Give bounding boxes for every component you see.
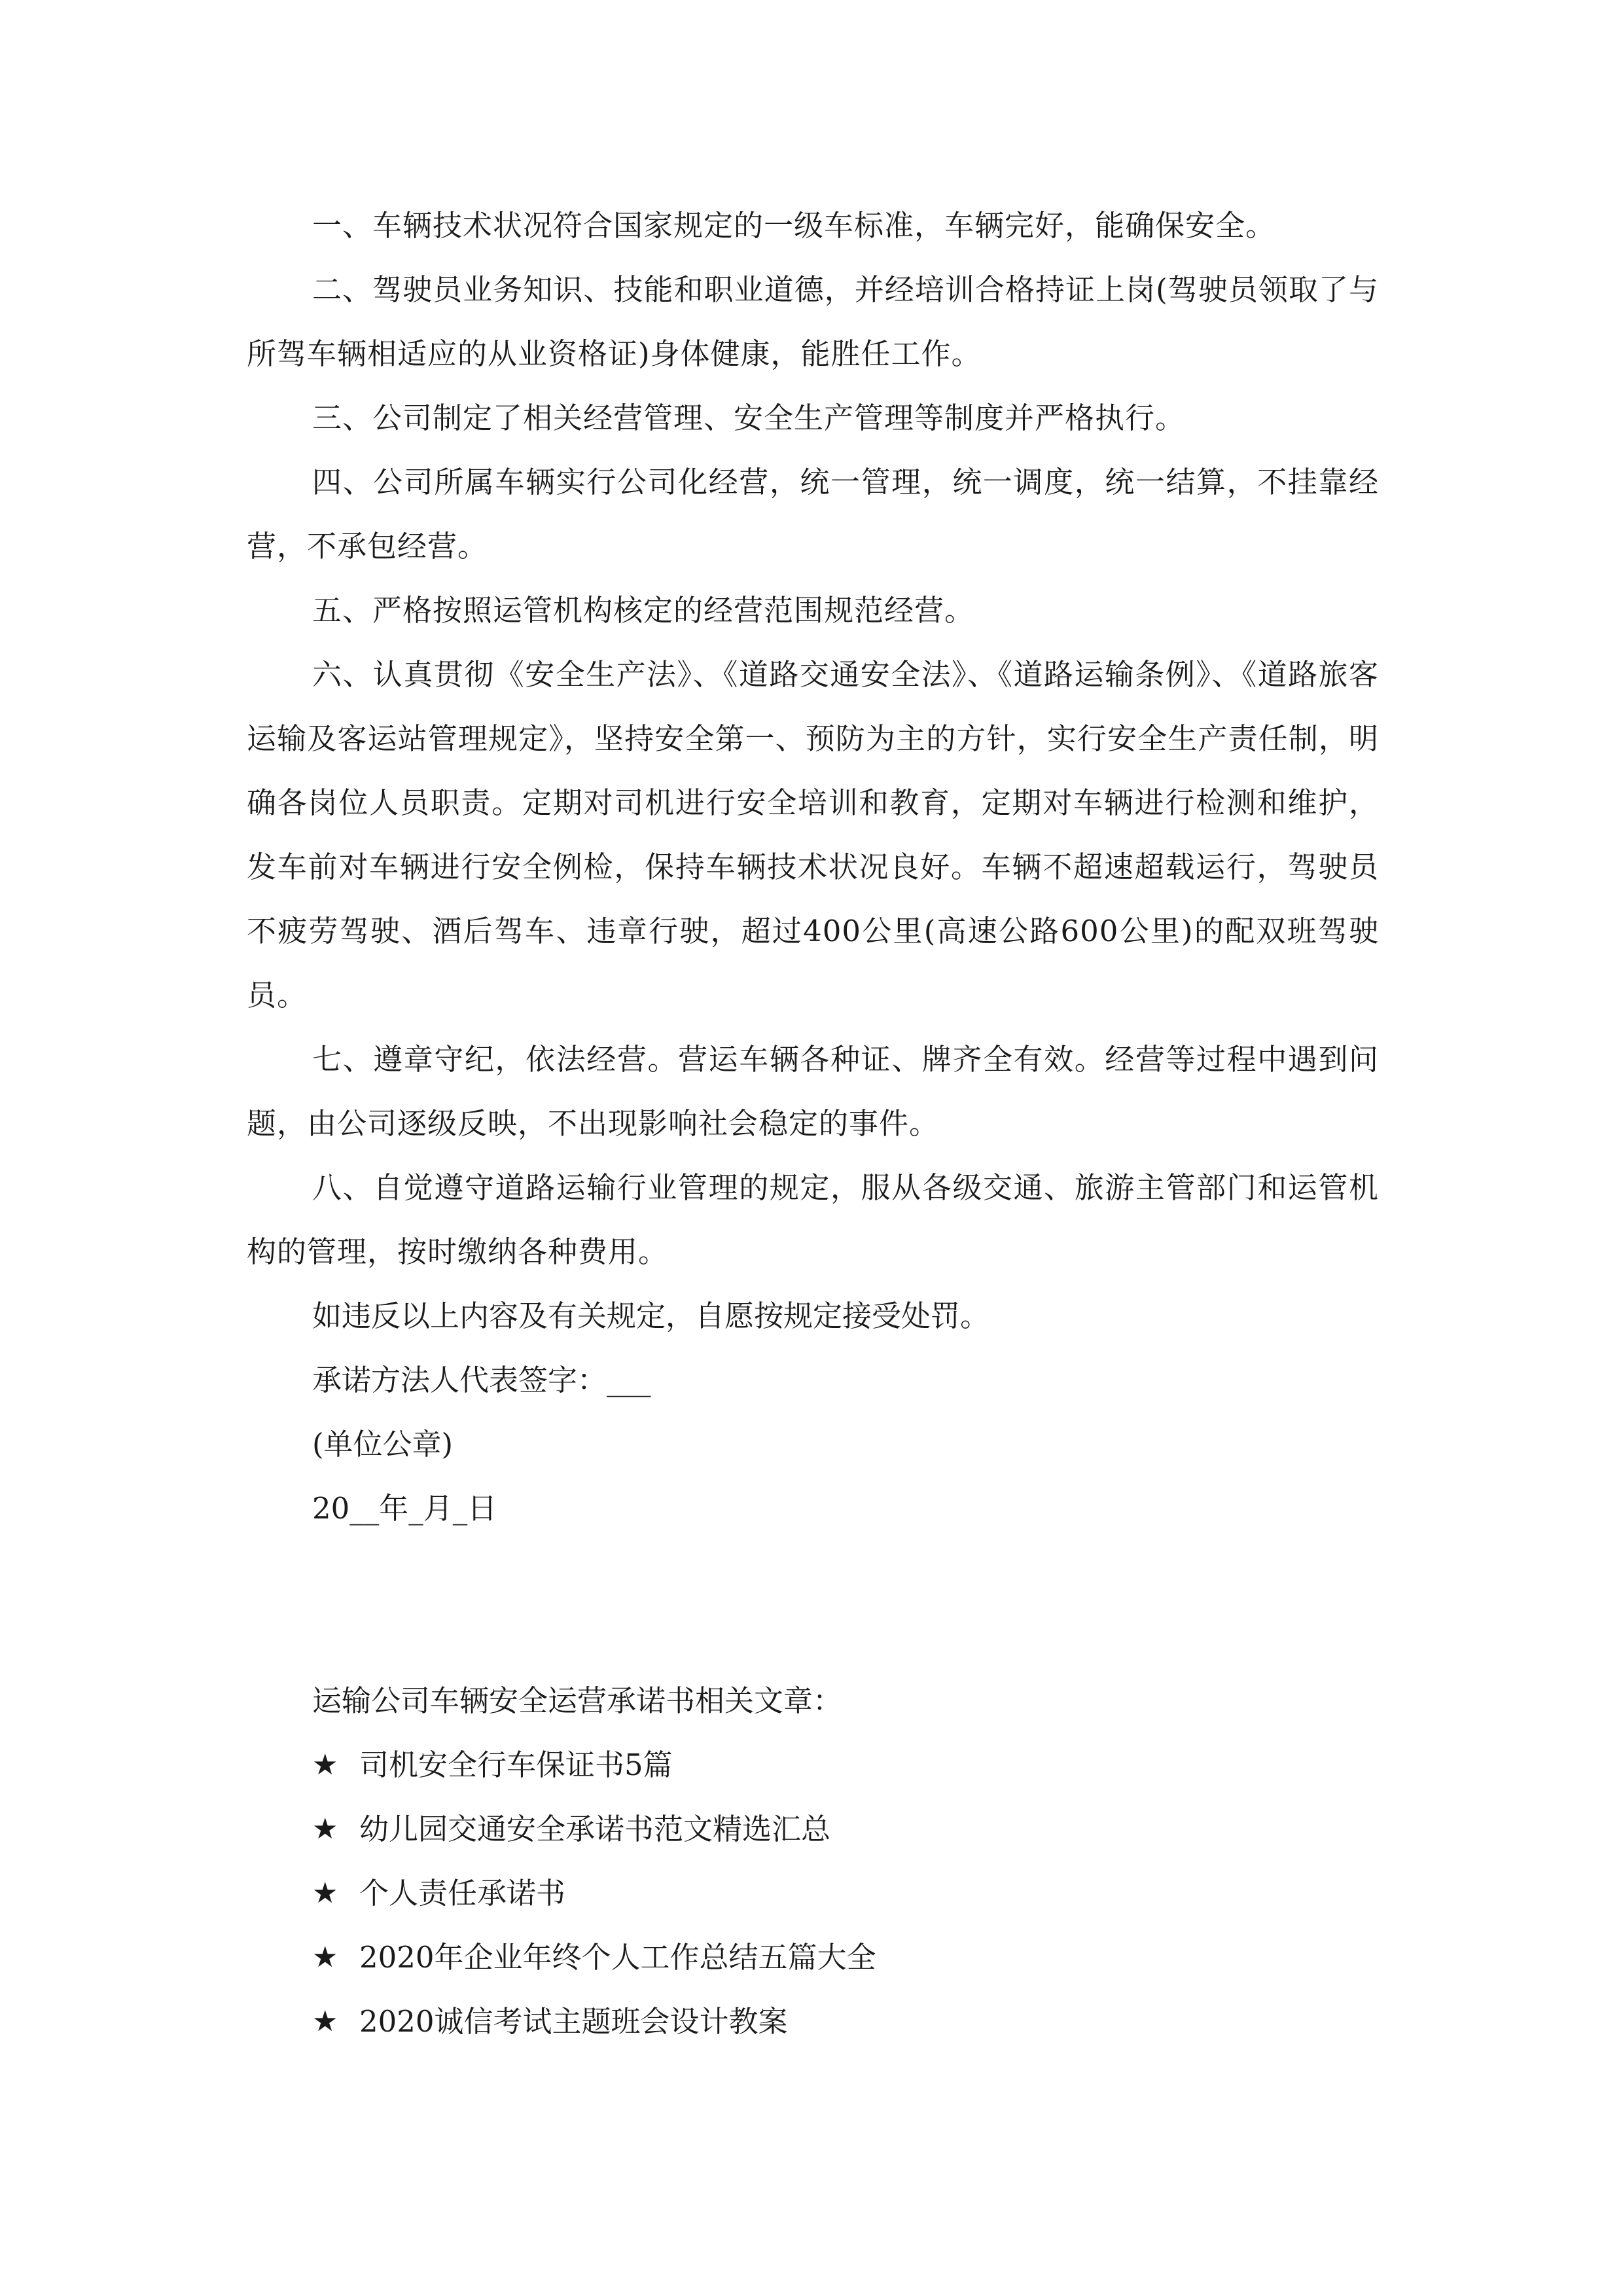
clause-7: 七、遵章守纪，依法经营。营运车辆各种证、牌齐全有效。经营等过程中遇到问题，由公司逐级反映，不出现影响社会稳定的事件。 [247, 1042, 1379, 1141]
date-line: 20__年_月_日 [312, 1491, 497, 1526]
related-article-title: 幼儿园交通安全承诺书范文精选汇总 [359, 1812, 831, 1846]
clause-4: 四、公司所属车辆实行公司化经营，统一管理，统一调度，统一结算，不挂靠经营，不承包经营。 [247, 465, 1379, 564]
section-gap [247, 1541, 1379, 1669]
penalty-statement: 如违反以上内容及有关规定，自愿按规定接受处罚。 [312, 1299, 990, 1333]
clause-2: 二、驾驶员业务知识、技能和职业道德，并经培训合格持证上岗(驾驶员领取了与所驾车辆相适应的从业资格证)身体健康，能胜任工作。 [247, 272, 1379, 371]
star-icon: ★ [312, 2005, 338, 2038]
document-body [247, 194, 1379, 2054]
clause-6: 六、认真贯彻《安全生产法》、《道路交通安全法》、《道路运输条例》、《道路旅客运输及客运站管理规定》，坚持安全第一、预防为主的方针，实行安全生产责任制，明确各岗位人员职责。定期对司机进行安全培训和教育，定期对车辆进行检测和维护，发车前对车辆进行安全例检，保持车辆技术状况良好。车辆不超速超载运行，驾驶员不疲劳驾驶、酒后驾车、违章行驶，超过400公里(高速公路600公里)的配双班驾驶员。 [247, 657, 1379, 1013]
clause-3: 三、公司制定了相关经营管理、安全生产管理等制度并严格执行。 [312, 401, 1186, 435]
clause-5: 五、严格按照运管机构核定的经营范围规范经营。 [312, 593, 975, 628]
related-article-link[interactable] [247, 1926, 1379, 1990]
clause-8: 八、自觉遵守道路运输行业管理的规定，服从各级交通、旅游主管部门和运管机构的管理，按时缴纳各种费用。 [247, 1170, 1379, 1269]
related-articles-list [247, 1733, 1379, 2054]
star-icon: ★ [312, 1941, 338, 1974]
related-article-link[interactable] [247, 1990, 1379, 2054]
signature-line: 承诺方法人代表签字：___ [312, 1363, 651, 1397]
related-article-link[interactable] [247, 1861, 1379, 1926]
related-article-title: 司机安全行车保证书5篇 [359, 1748, 673, 1782]
company-seal: (单位公章) [312, 1427, 454, 1462]
star-icon: ★ [312, 1748, 338, 1782]
related-article-title: 个人责任承诺书 [359, 1876, 566, 1910]
clause-1: 一、车辆技术状况符合国家规定的一级车标准，车辆完好，能确保安全。 [312, 208, 1276, 243]
related-article-title: 2020年企业年终个人工作总结五篇大全 [359, 1940, 876, 1975]
star-icon: ★ [312, 1876, 338, 1910]
related-article-link[interactable] [247, 1797, 1379, 1861]
related-article-title: 2020诚信考试主题班会设计教案 [359, 2004, 788, 2039]
star-icon: ★ [312, 1812, 338, 1846]
related-articles-title: 运输公司车辆安全运营承诺书相关文章： [312, 1683, 843, 1718]
related-article-link[interactable] [247, 1733, 1379, 1797]
